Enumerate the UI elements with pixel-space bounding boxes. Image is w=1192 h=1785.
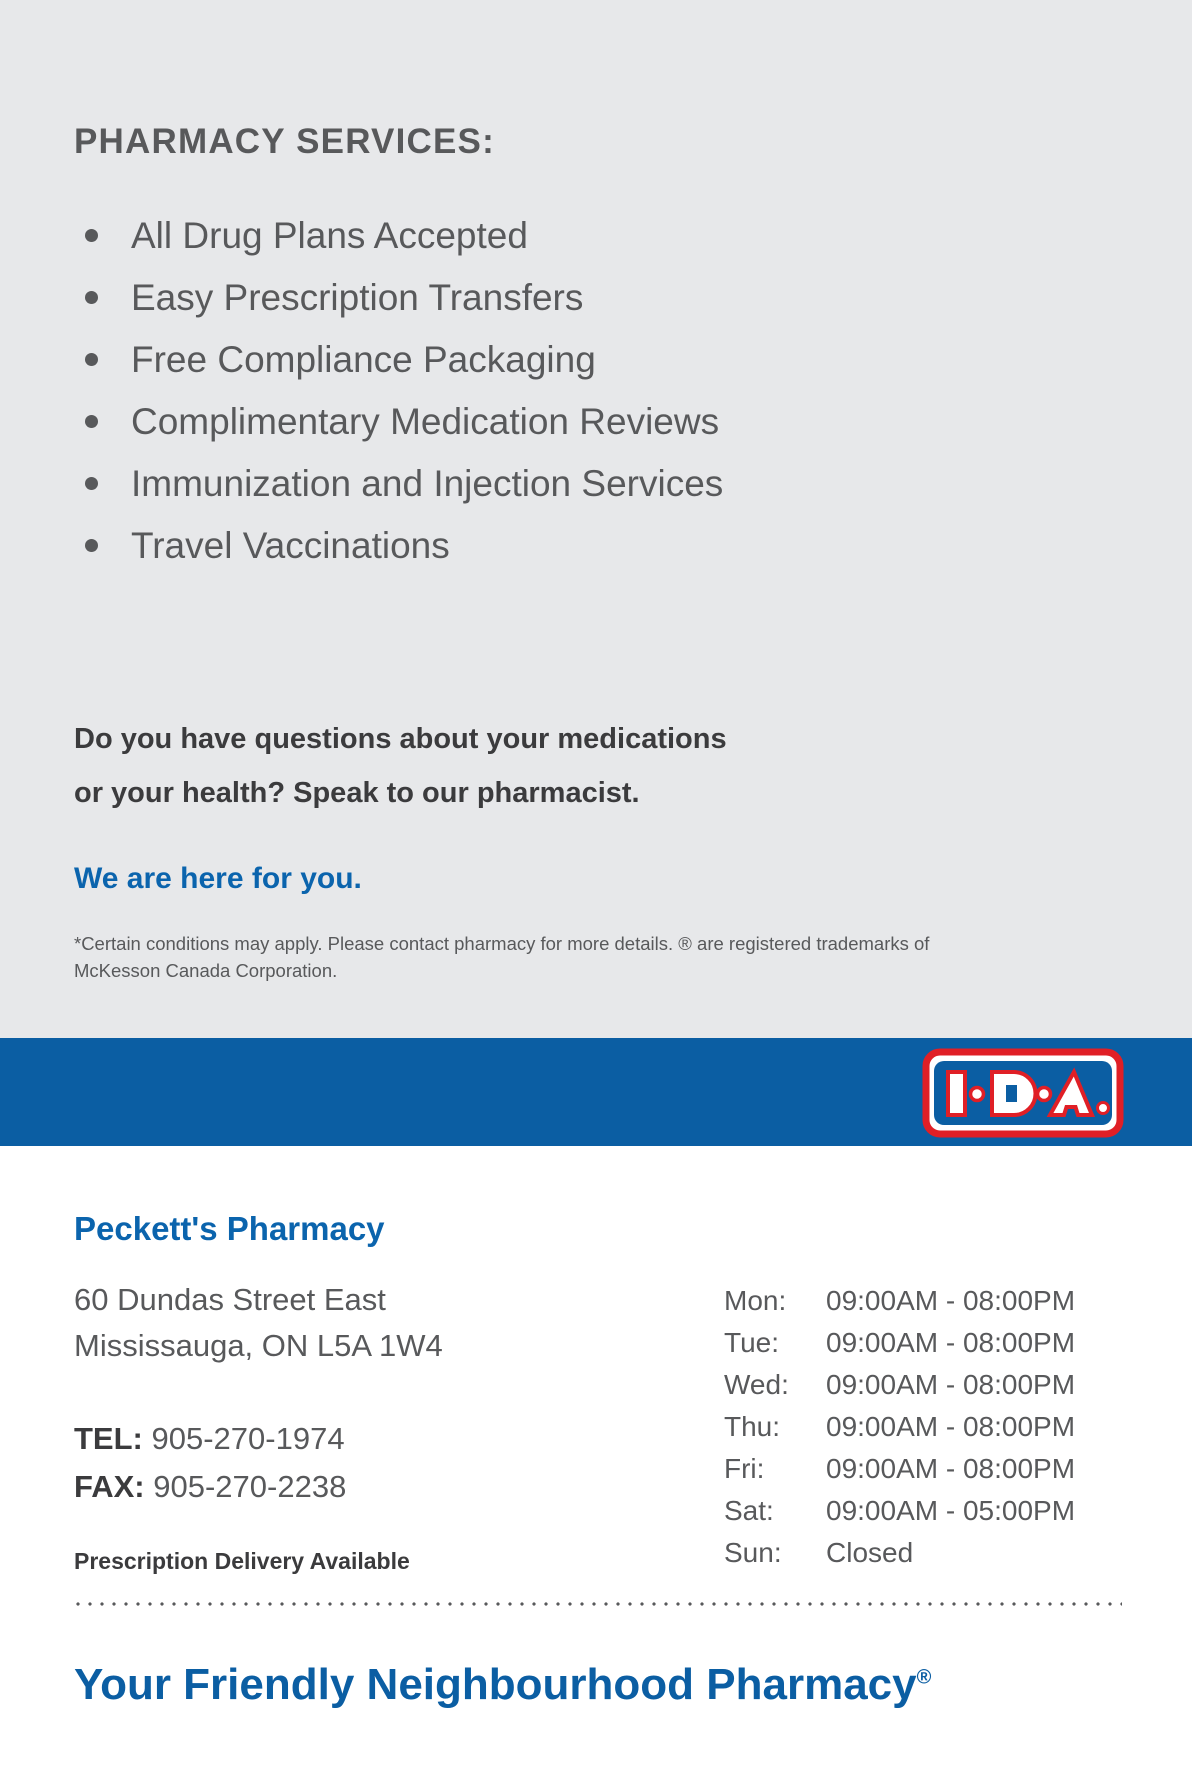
service-label: Free Compliance Packaging (131, 339, 596, 380)
address-line-2: Mississauga, ON L5A 1W4 (74, 1328, 443, 1363)
dotted-divider (72, 1601, 1122, 1607)
hours-day: Mon: (724, 1285, 787, 1316)
hours-day: Sun: (724, 1537, 782, 1568)
hours-day: Tue: (724, 1327, 779, 1358)
list-item (74, 267, 1074, 329)
services-list (74, 205, 1074, 577)
bullet-icon (85, 477, 98, 490)
hours-time: 09:00AM - 08:00PM (826, 1411, 1076, 1442)
tagline-text: Your Friendly Neighbourhood Pharmacy (74, 1660, 917, 1709)
tel-value: 905-270-1974 (151, 1421, 345, 1456)
here-for-you-text: We are here for you. (74, 862, 362, 895)
table-row (724, 1322, 1144, 1364)
list-item (74, 391, 1074, 453)
ida-logo (922, 1048, 1124, 1138)
list-item (74, 205, 1074, 267)
question-block (74, 712, 1034, 820)
list-item (74, 329, 1074, 391)
hours-time: 09:00AM - 08:00PM (826, 1369, 1076, 1400)
service-label: Complimentary Medication Reviews (131, 401, 720, 442)
table-row (724, 1448, 1144, 1490)
service-label: Immunization and Injection Services (131, 463, 724, 504)
hours-time: 09:00AM - 08:00PM (826, 1327, 1076, 1358)
service-label: All Drug Plans Accepted (131, 215, 528, 256)
question-line-2: or your health? Speak to our pharmacist. (74, 777, 640, 809)
service-label: Easy Prescription Transfers (131, 277, 584, 318)
store-hours-table (724, 1280, 1144, 1574)
registered-mark: ® (916, 1666, 932, 1689)
hours-day: Wed: (724, 1369, 789, 1400)
bullet-icon (85, 415, 98, 428)
table-row (724, 1532, 1144, 1574)
fax-value: 905-270-2238 (153, 1469, 347, 1504)
hours-time: 09:00AM - 05:00PM (826, 1495, 1076, 1526)
tagline (74, 1660, 931, 1710)
telephone-row (74, 1415, 346, 1463)
bullet-icon (85, 229, 98, 242)
hours-time: Closed (826, 1537, 914, 1568)
table-row (724, 1364, 1144, 1406)
services-heading: PHARMACY SERVICES: (74, 122, 495, 161)
disclaimer-line-2: McKesson Canada Corporation. (74, 960, 338, 981)
table-row (724, 1490, 1144, 1532)
hours-day: Fri: (724, 1453, 765, 1484)
hours-day: Sat: (724, 1495, 774, 1526)
bullet-icon (85, 291, 98, 304)
store-contact (74, 1415, 346, 1511)
fax-label: FAX: (74, 1469, 145, 1504)
list-item (74, 453, 1074, 515)
tel-label: TEL: (74, 1421, 143, 1456)
list-item (74, 515, 1074, 577)
store-name: Peckett's Pharmacy (74, 1210, 385, 1247)
bullet-icon (85, 539, 98, 552)
address-line-1: 60 Dundas Street East (74, 1282, 386, 1317)
question-line-1: Do you have questions about your medications (74, 723, 727, 755)
delivery-note: Prescription Delivery Available (74, 1548, 410, 1574)
store-address (74, 1277, 443, 1369)
table-row (724, 1406, 1144, 1448)
fax-row (74, 1463, 346, 1511)
hours-day: Thu: (724, 1411, 781, 1442)
disclaimer-text (74, 930, 1074, 984)
disclaimer-line-1: *Certain conditions may apply. Please contact pharmacy for more details. ® are registered trademarks of (74, 933, 930, 954)
service-label: Travel Vaccinations (131, 525, 450, 566)
hours-time: 09:00AM - 08:00PM (826, 1453, 1076, 1484)
hours-time: 09:00AM - 08:00PM (826, 1285, 1076, 1316)
bullet-icon (85, 353, 98, 366)
table-row (724, 1280, 1144, 1322)
